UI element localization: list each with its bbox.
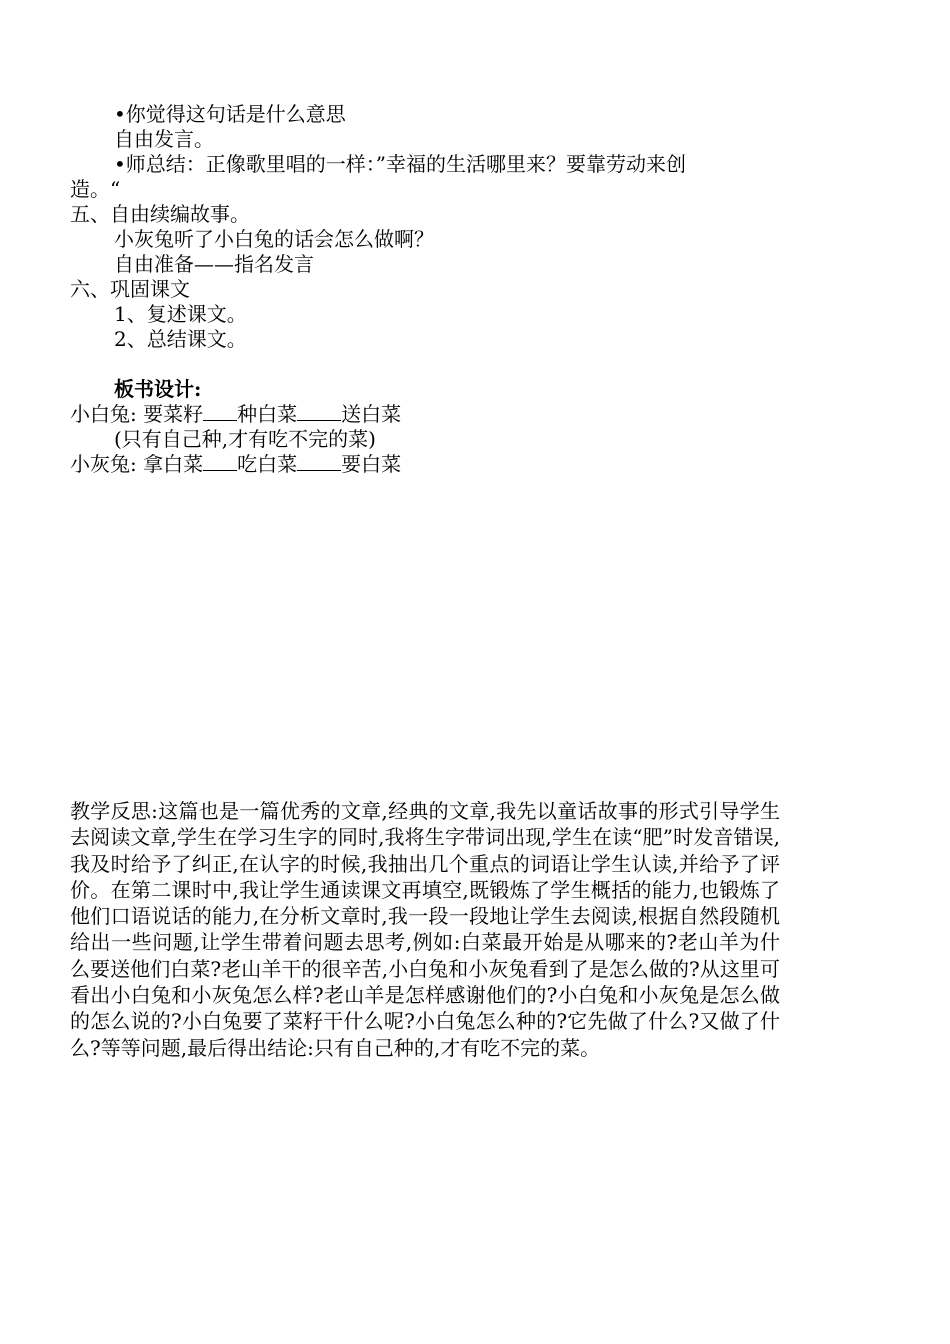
summarize-item: 2、总结课文。	[114, 327, 247, 351]
board-white-rabbit-row	[70, 402, 401, 426]
blank-line	[297, 452, 341, 471]
question-line: •你觉得这句话是什么意思	[114, 102, 346, 126]
free-speech-line: 自由发言。	[114, 127, 214, 151]
section-five-heading: 五、自由续编故事。	[70, 202, 250, 226]
prepare-speak-line: 自由准备——指名发言	[114, 252, 314, 276]
white-rabbit-step-1: 小白兔: 要菜籽	[70, 402, 204, 426]
white-rabbit-step-3: 送白菜	[341, 402, 402, 426]
teacher-summary-continued: 造。“	[70, 177, 121, 201]
section-six-heading: 六、巩固课文	[70, 277, 190, 301]
board-gray-rabbit-row	[70, 452, 401, 476]
gray-rabbit-question: 小灰兔听了小白兔的话会怎么做啊？	[114, 227, 434, 251]
blank-line	[297, 402, 341, 421]
blank-line	[203, 402, 237, 421]
gray-rabbit-step-1: 小灰兔: 拿白菜	[70, 452, 204, 476]
board-note: (只有自己种,才有吃不完的菜)	[114, 427, 376, 451]
white-rabbit-step-2: 种白菜	[237, 402, 298, 426]
teacher-summary-line: •师总结：正像歌里唱的一样：”幸福的生活哪里来？要靠劳动来创	[114, 152, 687, 176]
teaching-reflection: 教学反思:这篇也是一篇优秀的文章,经典的文章,我先以童话故事的形式引导学生去阅读文章,学生在学习生字的同时,我将生字带词出现,学生在读“肥”时发音错误,我及时给予了纠正,在认字的时候,我抽出几个重点的词语让学生认读,并给予了评价。在第二课时中,我让学生通读课文再填空,既锻炼了学生概括的能力,也锻炼了他们口语说话的能力,在分析文章时,我一段一段地让学生去阅读,根据自然段随机给出一些问题,让学生带着问题去思考,例如:白菜最开始是从哪来的?老山羊为什么要送他们白菜?老山羊干的很辛苦,小白兔和小灰兔看到了是怎么做的?从这里可看出小白兔和小灰兔怎么样?老山羊是怎样感谢他们的?小白兔和小灰兔是怎么做的怎么说的?小白兔要了菜籽干什么呢?小白兔怎么种的?它先做了什么?又做了什么?等等问题,最后得出结论:只有自己种的,才有吃不完的菜。	[70, 799, 780, 1060]
gray-rabbit-step-3: 要白菜	[341, 452, 402, 476]
gray-rabbit-step-2: 吃白菜	[237, 452, 298, 476]
board-design-title: 板书设计:	[114, 377, 202, 401]
retell-item: 1、复述课文。	[114, 302, 247, 326]
blank-line	[203, 452, 237, 471]
